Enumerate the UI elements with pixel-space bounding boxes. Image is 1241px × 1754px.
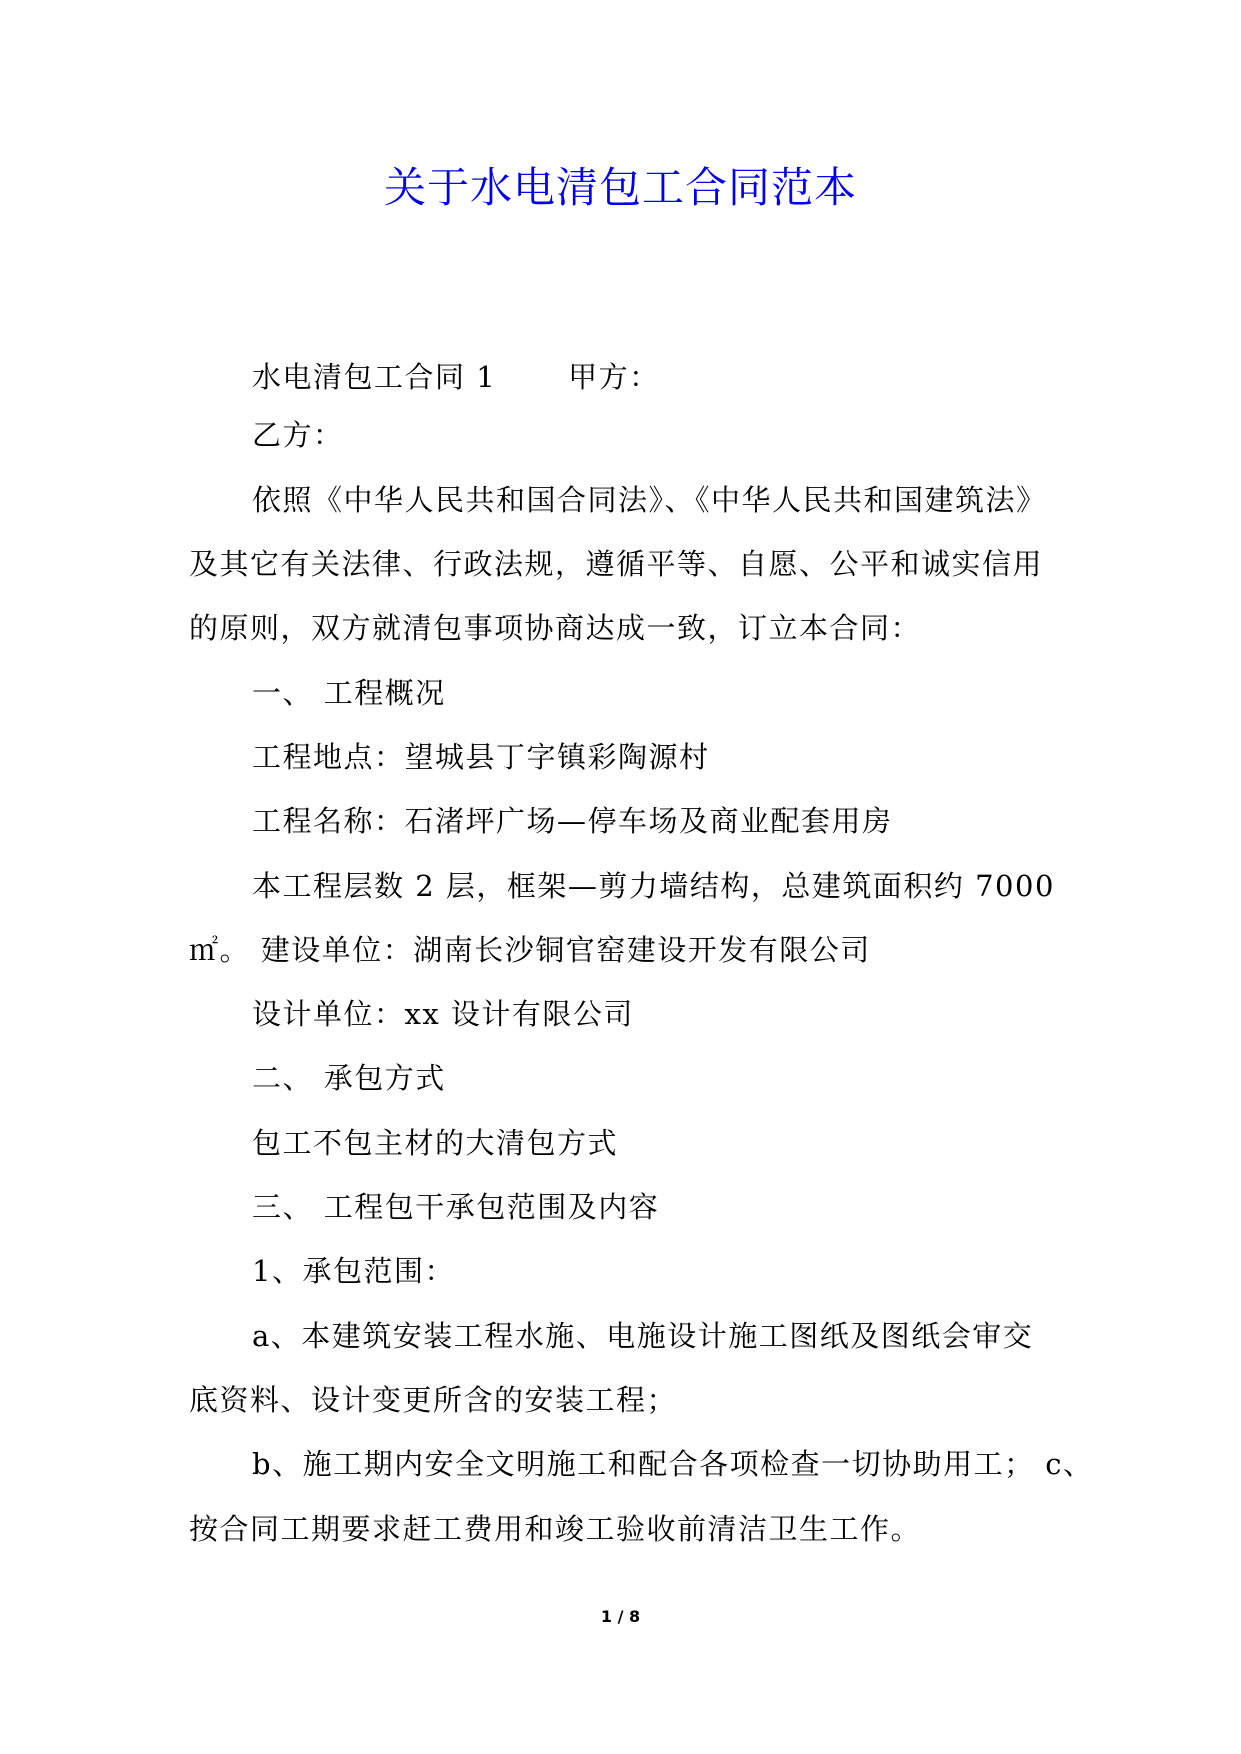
project-name: 工程名称：石渚坪广场—停车场及商业配套用房 [252,804,893,838]
scope-item-b-line-2: 按合同工期要求赶工费用和竣工验收前清洁卫生工作。 [189,1512,922,1546]
paragraph-preamble-line-1: 依照《中华人民共和国合同法》、《中华人民共和国建筑法》 [252,483,1047,517]
scope-item-b-line-1: b、施工期内安全文明施工和配合各项检查一切协助用工； c、 [252,1447,1094,1481]
document-title: 关于水电清包工合同范本 [383,163,857,212]
party-a-label: 甲方： [568,360,660,394]
contract-number-text: 水电清包工合同 1 [252,360,497,394]
section-heading-2: 二、 承包方式 [252,1061,446,1095]
page-number: 1 / 8 [600,1607,641,1626]
scope-heading: 1、承包范围： [252,1254,455,1288]
paragraph-contract-heading [252,357,660,397]
contract-method: 包工不包主材的大清包方式 [252,1126,619,1160]
project-scale-line-1: 本工程层数 2 层，框架—剪力墙结构，总建筑面积约 7000 [252,869,1055,903]
scope-item-a-line-2: 底资料、设计变更所含的安装工程； [189,1383,678,1417]
project-location: 工程地点：望城县丁字镇彩陶源村 [252,740,710,774]
paragraph-preamble-line-3: 的原则，双方就清包事项协商达成一致，订立本合同： [189,611,922,645]
section-heading-3: 三、 工程包干承包范围及内容 [252,1190,660,1224]
section-heading-1: 一、 工程概况 [252,676,446,710]
scope-item-a-line-1: a、本建筑安装工程水施、电施设计施工图纸及图纸会审交 [252,1319,1034,1353]
design-unit: 设计单位：xx 设计有限公司 [252,997,634,1031]
project-scale-line-2: ㎡。 建设单位：湖南长沙铜官窑建设开发有限公司 [189,933,871,967]
paragraph-preamble-line-2: 及其它有关法律、行政法规，遵循平等、自愿、公平和诚实信用 [189,547,1044,581]
party-b-label: 乙方： [252,418,344,452]
